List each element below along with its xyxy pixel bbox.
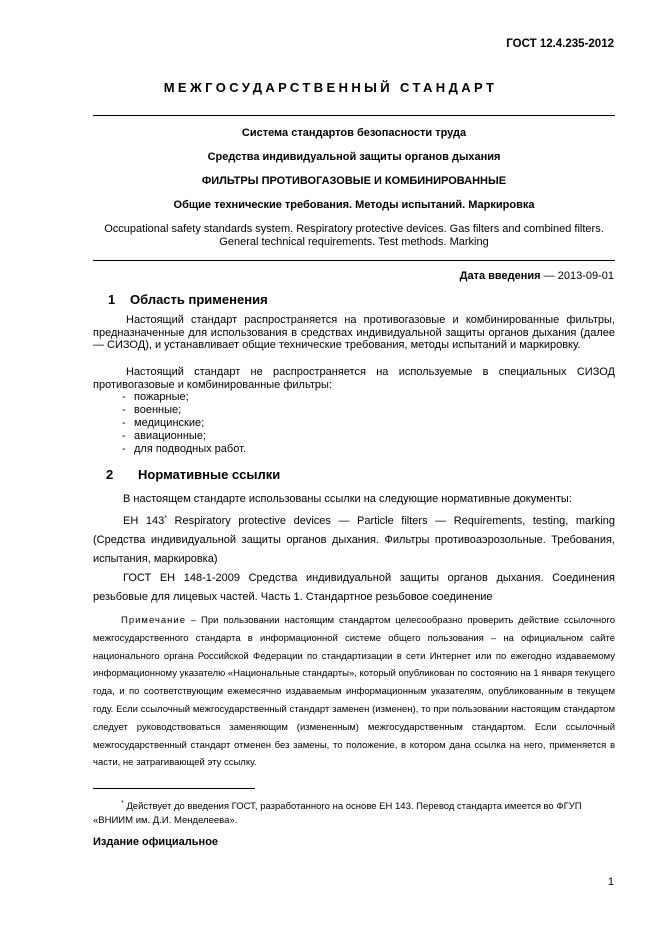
list-item: - медицинские; <box>122 417 205 429</box>
footnote-marker: * <box>164 515 167 522</box>
title-line-1: Система стандартов безопасности труда <box>241 127 467 139</box>
section-2-number: 2 <box>106 467 114 482</box>
title-line-4: Общие технические требования. Методы испытаний. Маркировка <box>173 199 535 211</box>
top-divider <box>93 115 615 116</box>
intro-date-separator: — <box>540 270 558 282</box>
note-paragraph: Примечание – При пользовании настоящим стандартом целесообразно проверить действие ссылочного межгосударственного стандарта в информационной системе общего пользования – на официальном сайте национального органа Российской Федерации по стандартизации в сети Интернет или по ежегодно издаваемому информационному указателю «Национальные стандарты», который опубликован по состоянию на 1 января текущего года, и по соответствующим ежемесячно издаваемым информационным указателям, опубликованным в текущем году. Если ссылочный межгосударственный стандарт заменен (изменен), то при пользовании настоящим стандартом следует руководствоваться заменяющим (измененным) межгосударственным стандартом. Если ссылочный межгосударственный стандарт отменен без замены, то положение, в котором дана ссылка на него, применяется в части, не затрагивающей эту ссылку. <box>93 615 615 769</box>
note-label: Примечание <box>121 615 186 626</box>
introduction-date <box>460 270 614 282</box>
footnote-divider <box>93 788 255 789</box>
english-title-2: General technical requirements. Test methods. Marking <box>219 236 489 248</box>
section-2-title: Нормативные ссылки <box>138 467 281 482</box>
document-code: ГОСТ 12.4.235-2012 <box>506 38 614 50</box>
list-item: - пожарные; <box>122 391 189 403</box>
english-title-1: Occupational safety standards system. Respiratory protective devices. Gas filters and combined filters. <box>104 223 604 235</box>
intro-date-label: Дата введения <box>459 270 541 282</box>
list-item: - авиационные; <box>122 430 207 442</box>
reference-en-143: ЕН 143* Respiratory protective devices — Particle filters — Requirements, testing, marking (Средства индивидуальной защиты органов дыхания. Фильтры противоаэрозольные. Требования, испытания, маркировка) <box>93 515 615 565</box>
reference-gost-en-148: ГОСТ ЕН 148-1-2009 Средства индивидуальной защиты органов дыхания. Соединения резьбовые для лицевых частей. Часть 1. Стандартное резьбовое соединение <box>93 572 615 603</box>
list-item: - для подводных работ. <box>122 443 246 455</box>
official-edition-label: Издание официальное <box>93 836 219 848</box>
title-line-3: ФИЛЬТРЫ ПРОТИВОГАЗОВЫЕ И КОМБИНИРОВАННЫЕ <box>201 175 507 187</box>
list-item: - военные; <box>122 404 182 416</box>
section-2-heading <box>106 467 280 482</box>
bottom-divider <box>93 260 615 261</box>
footnote: * Действует до введения ГОСТ, разработанного на основе ЕН 143. Перевод стандарта имеется во ФГУП «ВНИИМ им. Д.И. Менделеева». <box>93 800 582 826</box>
page-number: 1 <box>607 876 614 888</box>
intro-date-value: 2013-09-01 <box>557 270 614 282</box>
standard-type-title: МЕЖГОСУДАРСТВЕННЫЙ СТАНДАРТ <box>163 80 498 95</box>
section-1-paragraph-1: Настоящий стандарт распространяется на противогазовые и комбинированные фильтры, предназначенные для использования в средствах индивидуальной защиты органов дыхания (далее — СИЗОД), и устанавливает общие технические требования, методы испытаний и маркировку. <box>93 314 615 352</box>
title-line-2: Средства индивидуальной защиты органов дыхания <box>207 151 501 163</box>
section-1-title: Область применения <box>130 292 268 307</box>
section-1-paragraph-2: Настоящий стандарт не распространяется на используемые в специальных СИЗОД противогазовые и комбинированные фильтры: <box>93 366 615 391</box>
section-1-number: 1 <box>108 292 116 307</box>
section-1-heading <box>108 292 268 307</box>
exclusion-list <box>122 391 246 456</box>
section-2-intro: В настоящем стандарте использованы ссылки на следующие нормативные документы: <box>123 493 572 505</box>
